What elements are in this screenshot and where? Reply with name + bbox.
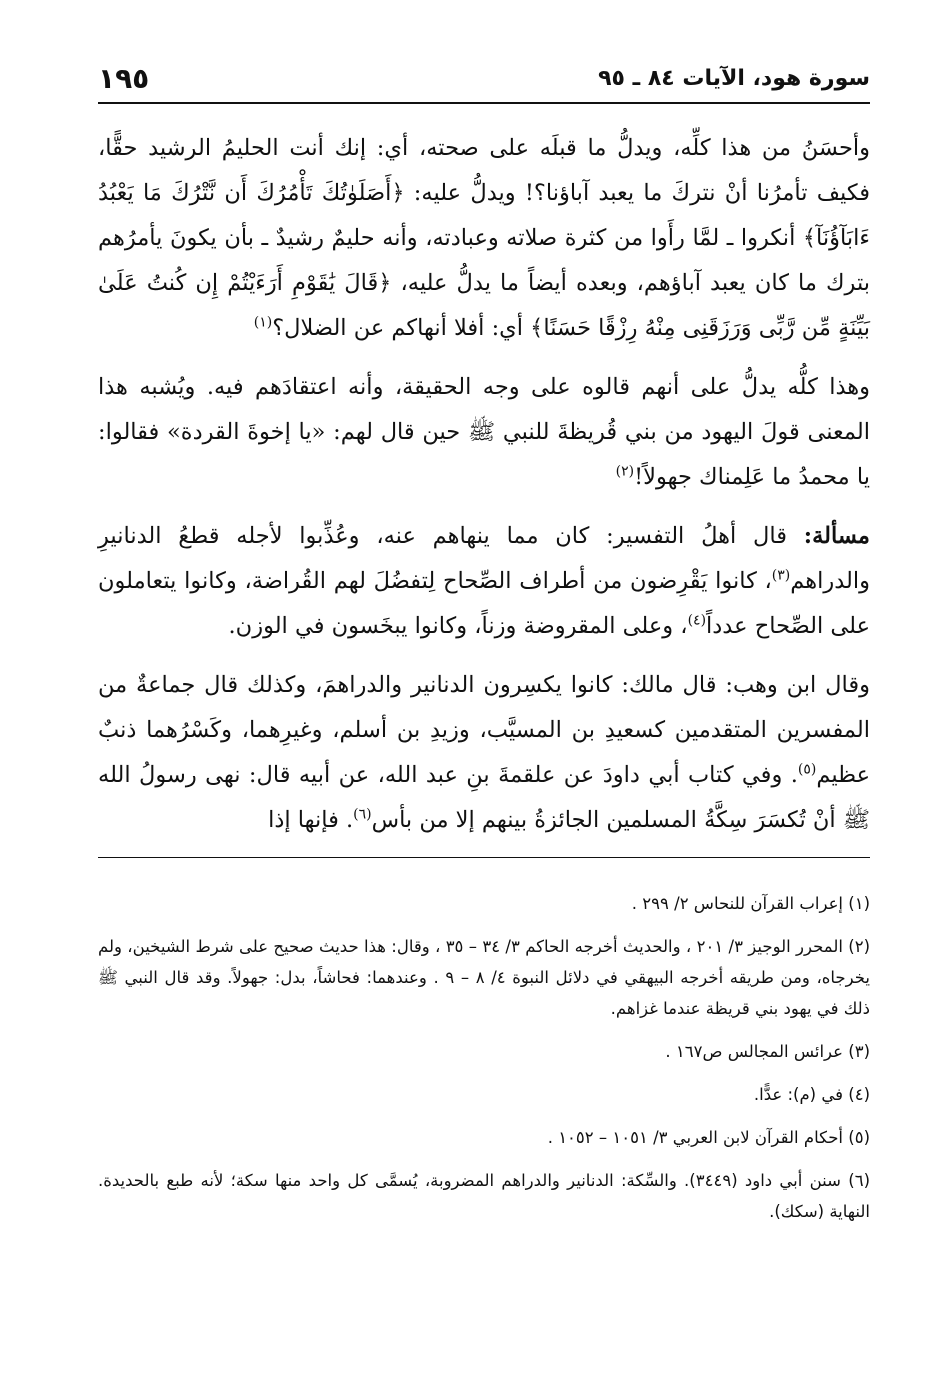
footnote: (٣) عرائس المجالس ص١٦٧ .	[665, 1042, 870, 1061]
paragraph-text: وأحسَنُ من هذا كلِّه، ويدلُّ ما قبلَه على صحته، أي: إنك أنت الحليمُ الرشيد حقًّا، فكيف تأمرُنا أنْ نتركَ ما يعبد آباؤنا؟! ويدلُّ عليه: ﴿أَصَلَوٰتُكَ تَأْمُرُكَ أَن نَّتْرُكَ مَا يَعْبُدُ ءَابَآؤُنَآ﴾ أنكروا ـ لمَّا رأَوا من كثرة صلاته وعبادته، وأنه حليمٌ رشيدٌ ـ بأن يكونَ يأمرُهم بترك ما كان يعبد آباؤهم، وبعده أيضاً ما يدلُّ عليه، ﴿قَالَ يَٰقَوْمِ أَرَءَيْتُمْ إِن كُنتُ عَلَىٰ بَيِّنَةٍ مِّن رَّبِّى وَرَزَقَنِى مِنْهُ رِزْقًا حَسَنًا﴾ أي: أفلا أنهاكم عن الضلال؟	[98, 135, 870, 341]
paragraph	[98, 365, 870, 500]
footnote: (٦) سنن أبي داود (٣٤٤٩). والسِّكة: الدنانير والدراهم المضروبة، يُسمَّى كل واحد منها سكة؛ لأنه طبع بالحديدة. النهاية (سكك).	[98, 1171, 870, 1221]
footnote-ref: (٣)	[771, 567, 791, 584]
footnote: (٥) أحكام القرآن لابن العربي ٣/ ١٠٥١ – ١٠٥٢ .	[547, 1128, 870, 1147]
paragraph	[98, 663, 870, 843]
footnote-ref: (٤)	[687, 612, 707, 629]
book-page	[98, 58, 870, 1239]
paragraph-text: ، وعلى المقروضة وزناً، وكانوا يبخَسون في الوزن.	[228, 613, 688, 639]
footnote: (١) إعراب القرآن للنحاس ٢/ ٢٩٩ .	[631, 894, 870, 913]
paragraph-text: قال أهلُ التفسير: كان مما ينهاهم عنه، وعُذِّبوا لأجله قطعُ الدنانيرِ والدراهم	[98, 523, 870, 594]
page-number: ١٩٥	[98, 62, 150, 95]
main-text	[98, 126, 870, 843]
page-header	[98, 58, 870, 104]
footnote: (٢) المحرر الوجيز ٣/ ٢٠١ ، والحديث أخرجه الحاكم ٣/ ٣٤ – ٣٥ ، وقال: هذا حديث صحيح على شرط الشيخين، ولم يخرجاه، ومن طريقه أخرجه البيهقي في دلائل النبوة ٤/ ٨ – ٩ . وعندهما: فحاشاً، بدل: جهولاً. وقد قال النبي ﷺ ذلك في يهود بني قريظة عندما غزاهم.	[98, 937, 871, 1018]
footnotes	[98, 888, 870, 1227]
footnote-ref: (٢)	[615, 463, 635, 480]
paragraph	[98, 514, 870, 649]
paragraph-text: وهذا كلُّه يدلُّ على أنهم قالوه على وجه الحقيقة، وأنه اعتقادَهم فيه. ويُشبه هذا المعنى قولَ اليهود من بني قُريظةَ للنبي ﷺ حين قال لهم: «يا إخوةَ القردة» فقالوا: يا محمدُ ما عَلِمناك جهولاً!	[98, 374, 870, 490]
paragraph-text: . وفي كتاب أبي داودَ عن علقمةَ بنِ عبد الله، عن أبيه قال: نهى رسولُ الله ﷺ أنْ تُكسَرَ سِكَّةُ المسلمين الجائزةُ بينهم إلا من بأس	[98, 762, 870, 833]
paragraph-text: وقال ابن وهب: قال مالك: كانوا يكسِرون الدنانير والدراهمَ، وكذلك قال جماعةٌ من المفسرين المتقدمين كسعيدِ بن المسيَّب، وزيدِ بن أسلم، وغيرِهما، وكَسْرُهما ذنبٌ عظيم	[98, 672, 870, 788]
footnote-ref: (١)	[253, 314, 273, 331]
paragraph	[98, 126, 870, 351]
issue-heading: مسألة:	[803, 523, 870, 549]
running-title: سورة هود، الآيات ٨٤ ـ ٩٥	[598, 66, 870, 91]
footnote-ref: (٦)	[353, 806, 372, 823]
paragraph-text: . فإنها إذا	[268, 807, 354, 833]
paragraph-text: ، كانوا يَقْرِضون من أطراف الصِّحاح لِتفضُلَ لهم القُراضة، وكانوا يتعاملون على الصِّحاح عدداً	[98, 568, 870, 639]
footnote-divider	[98, 857, 870, 858]
footnote-ref: (٥)	[797, 761, 817, 778]
footnote: (٤) في (م): عدًّا.	[753, 1085, 870, 1104]
